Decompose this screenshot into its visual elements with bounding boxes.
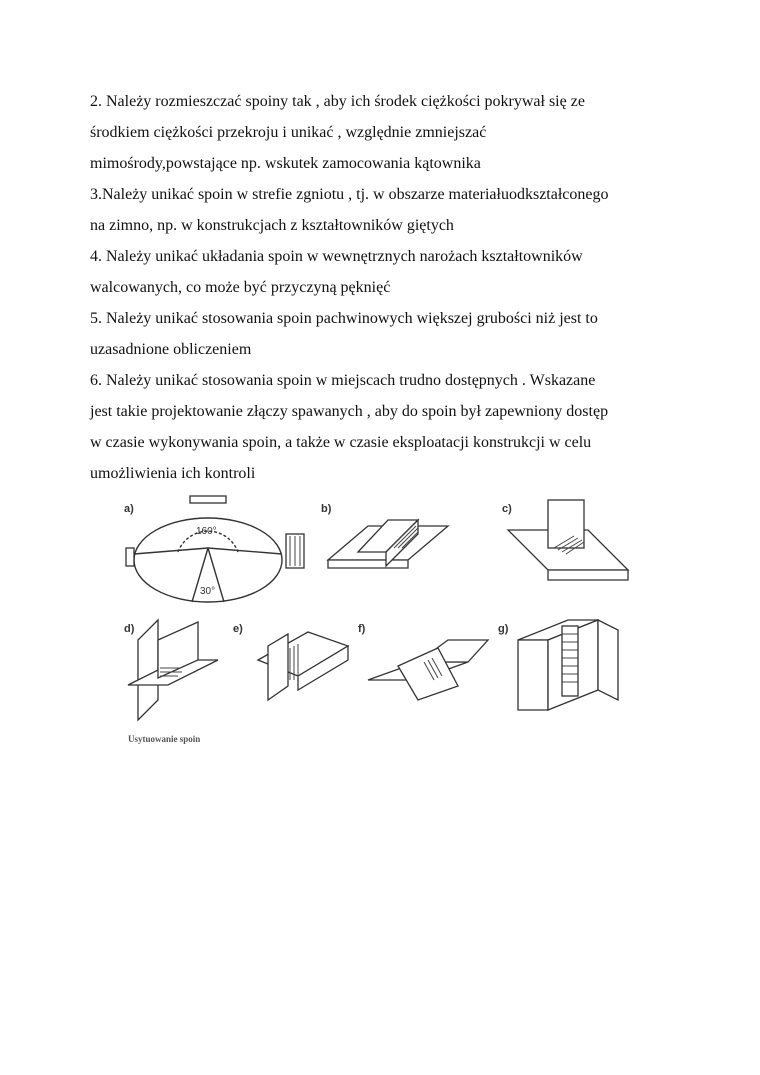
angle-label-30: 30° xyxy=(200,586,216,597)
figure-caption: Usytuowanie spoin xyxy=(128,734,201,744)
p3-line-1: 3.Należy unikać spoin w strefie zgniotu , tj. w obszarze materiałuodkształconego xyxy=(90,186,609,203)
panel-b xyxy=(321,503,448,568)
p6-line-4: umożliwienia ich kontroli xyxy=(90,465,256,482)
panel-g xyxy=(498,620,618,710)
panel-e xyxy=(233,623,348,700)
p2-line-3: mimośrody,powstające np. wskutek zamocowania kątownika xyxy=(90,155,481,172)
panel-d xyxy=(124,620,218,720)
p2-line-2: środkiem ciężkości przekroju i unikać , względnie zmniejszać xyxy=(90,124,487,141)
panel-label-a: a) xyxy=(124,503,134,515)
p2-line-1: 2. Należy rozmieszczać spoiny tak , aby ich środek ciężkości pokrywał się ze xyxy=(90,93,585,110)
p5-line-2: uzasadnione obliczeniem xyxy=(90,341,252,358)
p4-line-1: 4. Należy unikać układania spoin w wewnętrznych narożach kształtowników xyxy=(90,248,583,265)
p6-line-3: w czasie wykonywania spoin, a także w czasie eksploatacji konstrukcji w celu xyxy=(90,434,592,451)
angle-label-160: 160° xyxy=(196,526,217,537)
panel-c xyxy=(502,500,628,580)
top-tab xyxy=(190,496,226,503)
left-tab xyxy=(126,548,134,566)
panel-label-c: c) xyxy=(502,503,512,515)
p3-line-2: na zimno, np. w konstrukcjach z kształtowników giętych xyxy=(90,217,454,234)
panel-label-e: e) xyxy=(233,623,243,635)
p6-line-2: jest takie projektowanie złączy spawanych , aby do spoin był zapewniony dostęp xyxy=(90,403,609,420)
panel-label-d: d) xyxy=(124,623,135,635)
weld-diagrams-svg xyxy=(118,490,638,760)
p5-line-1: 5. Należy unikać stosowania spoin pachwinowych większej grubości niż jest to xyxy=(90,310,598,327)
weld-placement-figure xyxy=(118,490,638,760)
p4-line-2: walcowanych, co może być przyczyną pęknięć xyxy=(90,279,391,296)
panel-label-b: b) xyxy=(321,503,332,515)
panel-a xyxy=(124,496,304,602)
panel-f xyxy=(358,623,488,700)
panel-label-f: f) xyxy=(358,623,366,635)
panel-label-g: g) xyxy=(498,623,509,635)
p6-line-1: 6. Należy unikać stosowania spoin w miejscach trudno dostępnych . Wskazane xyxy=(90,372,596,389)
